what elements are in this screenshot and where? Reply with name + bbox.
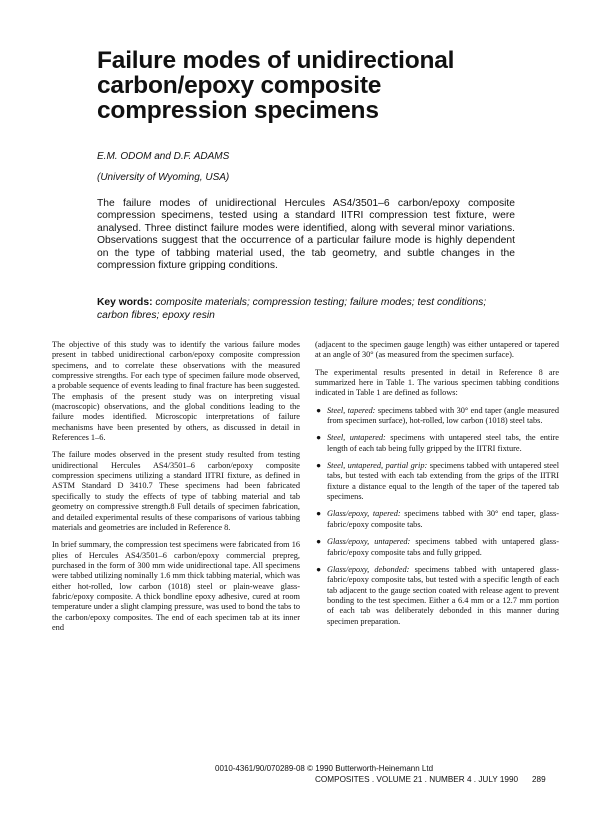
body-paragraph: In brief summary, the compression test specimens were fabricated from 16 plies of Hercules AS4/3501–6 carbon/epoxy commercial prepreg, purchased in the form of 300 mm wide unidirectional tape. All specimens were tabbed utilizing nominally 1.6 mm thick tabbing material, which was either hot-rolled, low carbon (1018) steel or plain-weave glass-fabric/epoxy composite. A thick bondline epoxy adhesive, cured at room temperature under a slight clamping pressure, was used to bond the tabs to the carbon/epoxy composites. The end of each specimen tab at its inner end — [52, 540, 300, 632]
list-item — [315, 461, 559, 502]
bullet-icon: ● — [316, 433, 322, 443]
list-item — [315, 509, 559, 530]
list-item-label: Glass/epoxy, tapered: — [327, 509, 401, 519]
copyright-line: 0010-4361/90/070289-08 © 1990 Butterworth-Heinemann Ltd — [215, 764, 434, 773]
list-item-label: Steel, untapered, partial grip: — [327, 461, 428, 471]
list-item-text: specimens with untapered steel tabs, the entire length of each tab being fully gripped by the IITRI fixture. — [327, 433, 559, 453]
body-column-right — [315, 340, 559, 634]
list-item-label: Glass/epoxy, debonded: — [327, 564, 410, 574]
list-item-text: specimens tabbed with 30° end taper, glass-fabric/epoxy composite tabs. — [327, 509, 559, 529]
list-item-label: Glass/epoxy, untapered: — [327, 537, 411, 547]
bullet-icon: ● — [316, 405, 322, 415]
body-paragraph: The objective of this study was to identify the various failure modes present in tabbed unidirectional carbon/epoxy composite compression specimens, and to correlate these observations with the measured compressive strengths. For each type of specimen failure mode observed, a probable sequence of events leading to final fracture has been suggested. The emphasis of the present study was on interpreting visual (macroscopic) observations, and the global conditions leading to the failure modes identified. Microscopic interpretations of failure mechanisms have been presented by others, as discussed in detail in References 1–6. — [52, 340, 300, 443]
keywords — [97, 297, 515, 322]
body-paragraph: (adjacent to the specimen gauge length) was either untapered or tapered at an angle of 30° (as measured from the specimen surface). — [315, 340, 559, 360]
list-item-label: Steel, tapered: — [327, 405, 376, 415]
keywords-label: Key words: — [97, 297, 153, 308]
journal-running-footer: COMPOSITES . VOLUME 21 . NUMBER 4 . JULY 1990 — [315, 775, 519, 784]
body-paragraph: The failure modes observed in the present study resulted from testing unidirectional Hercules AS4/3501–6 carbon/epoxy composite compression specimens utilizing a standard IITRI fixture, as defined in ASTM Standard D 3410.7 These specimens had been fabricated specifically to study the effects of type of tabbing material and tab geometry on compressive strength.8 Full details of specimen fabrication, and detailed experimental results of these comparisons of various tabbing materials and geometries are included in Reference 8. — [52, 450, 300, 532]
keywords-list: composite materials; compression testing; failure modes; test conditions; carbon fibres; epoxy resin — [97, 297, 487, 321]
list-item-text: specimens tabbed with untapered glass-fabric/epoxy composite tabs and fully gripped. — [327, 537, 559, 557]
bullet-icon: ● — [316, 461, 322, 471]
abstract: The failure modes of unidirectional Hercules AS4/3501–6 carbon/epoxy composite compression specimens, tested using a standard IITRI compression test fixture, were analysed. Three distinct failure modes were identified, along with several minor variations. Observations suggest that the occurrence of a particular failure mode is highly dependent on the type of tabbing material used, the tab geometry, and subtle changes in the compression fixture gripping conditions. — [97, 198, 515, 272]
bullet-icon: ● — [316, 509, 322, 519]
list-item-text: specimens tabbed with untapered glass-fabric/epoxy composite tabs, but tested with a specific length of each tab adjacent to the gauge section coated with release agent to prevent bonding to the test specimen. Either a 6.4 mm or a 12.7 mm portion of each tab was deliberately debonded in this manner during specimen preparation. — [327, 564, 559, 626]
page-number: 289 — [532, 775, 546, 784]
list-item — [315, 406, 559, 427]
list-item — [315, 537, 559, 558]
article-title: Failure modes of unidirectional carbon/epoxy composite compression specimens — [97, 47, 455, 124]
list-item-text: specimens tabbed with 30° end taper (angle measured from specimen surface), hot-rolled, low carbon (1018) steel tabs. — [327, 405, 560, 426]
list-item-label: Steel, untapered: — [327, 433, 386, 443]
list-item — [315, 433, 559, 454]
body-column-left — [52, 340, 300, 640]
authors: E.M. ODOM and D.F. ADAMS — [97, 151, 230, 162]
body-paragraph: The experimental results presented in detail in Reference 8 are summarized here in Table 1. The various specimen tabbing conditions indicated in Table 1 are defined as follows: — [315, 367, 559, 398]
bullet-icon: ● — [316, 564, 322, 574]
affiliation: (University of Wyoming, USA) — [97, 172, 230, 183]
tab-condition-list — [315, 406, 559, 627]
bullet-icon: ● — [316, 537, 322, 547]
list-item — [315, 565, 559, 627]
list-item-text: specimens tabbed with untapered steel tabs, but tested with each tab extending from the grips of the IITRI fixture a distance equal to the length of the taper of the tapered tab specimens. — [327, 461, 560, 502]
